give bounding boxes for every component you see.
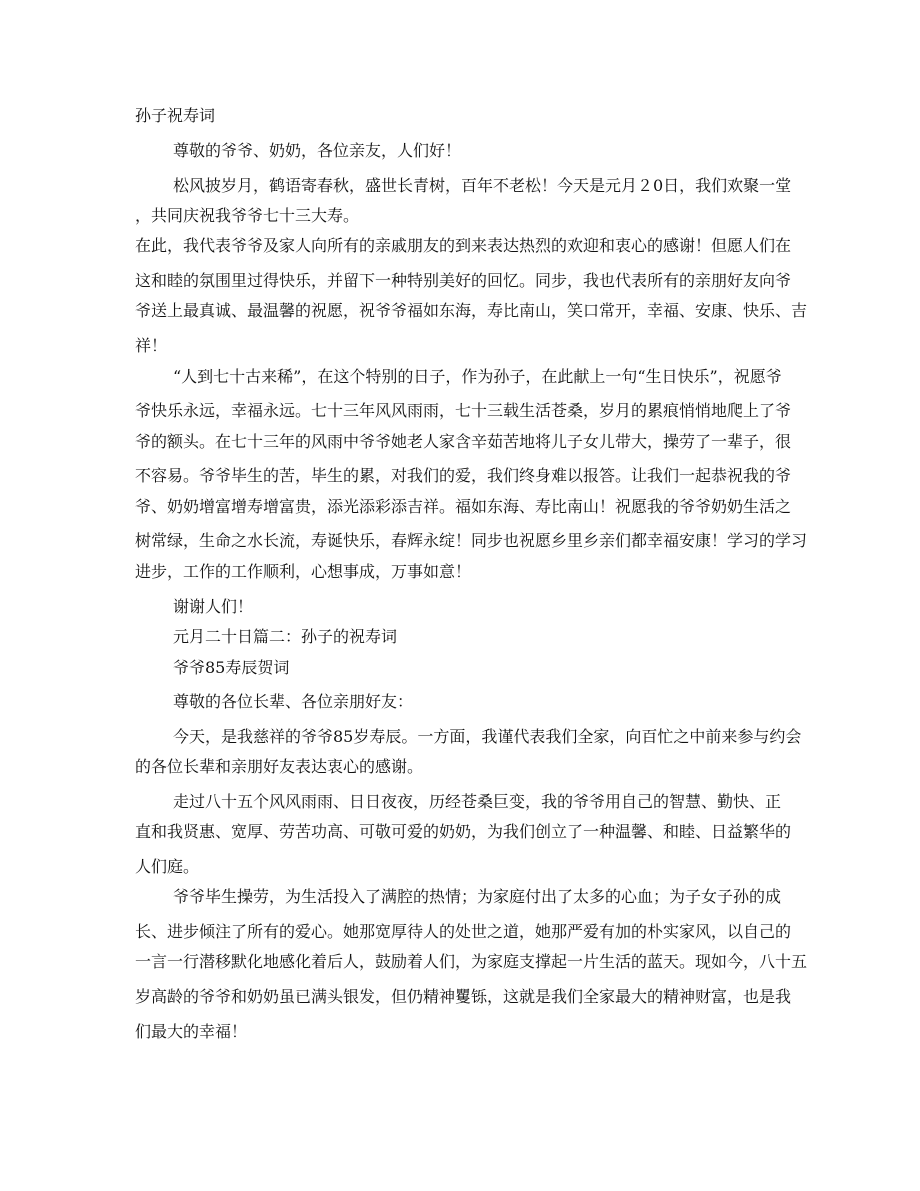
paragraph-line: 松风披岁月，鹤语寄春秋，盛世长青树，百年不老松！今天是元月２0日，我们欢聚一堂 [173,176,792,195]
paragraph-line: 走过八十五个风风雨雨、日日夜夜，历经苍桑巨变，我的爷爷用自己的智慧、勤快、正 [173,792,782,811]
paragraph-line: ，共同庆祝我爷爷七十三大寿。 [135,206,360,225]
paragraph-line: 爷的额头。在七十三年的风雨中爷爷她老人家含辛茹苦地将儿子女儿带大，操劳了一辈子，很 [135,432,792,451]
paragraph-line: 这和睦的氛围里过得快乐，并留下一种特别美好的回忆。同步，我也代表所有的亲朋好友向爷 [135,271,792,290]
paragraph-line: 爷爷毕生操劳，为生活投入了满腔的热情；为家庭付出了太多的心血；为子女子孙的成 [173,887,782,906]
section-heading: 元月二十日篇二：孙子的祝寿词 [173,627,398,646]
paragraph-line: 人们庭。 [135,857,200,876]
paragraph-line: 们最大的幸福！ [135,1022,248,1041]
paragraph-line: 尊敬的各位长辈、各位亲朋好友： [173,692,414,711]
paragraph-line: 进步，工作的工作顺利，心想事成，万事如意！ [135,562,472,581]
section-subtitle: 爷爷85寿辰贺词 [173,658,290,677]
paragraph-line: 一言一行潜移默化地感化着后人，鼓励着人们，为家庭支撑起一片生活的蓝天。现如今，八十五 [135,952,808,971]
paragraph-line: 谢谢人们！ [173,597,254,616]
paragraph-line: 直和我贤惠、宽厚、劳苦功高、可敬可爱的奶奶，为我们创立了一种温馨、和睦、日益繁华的 [135,822,792,841]
paragraph-line: 今天，是我慈祥的爷爷85岁寿辰。一方面，我谨代表我们全家，向百忙之中前来参与约会 [173,727,802,746]
paragraph-line: 爷、奶奶增富增寿增富贵，添光添彩添吉祥。福如东海、寿比南山！祝愿我的爷爷奶奶生活之 [135,497,792,516]
paragraph-line: 爷送上最真诚、最温馨的祝愿，祝爷爷福如东海，寿比南山，笑口常开，幸福、安康、快乐、吉 [135,301,808,320]
paragraph-line: 岁高龄的爷爷和奶奶虽已满头银发，但仍精神矍铄，这就是我们全家最大的精神财富，也是我 [135,987,792,1006]
paragraph-line: 祥！ [135,336,168,355]
paragraph-line: 尊敬的爷爷、奶奶，各位亲友，人们好！ [173,141,462,160]
paragraph-line: 的各位长辈和亲朋好友表达衷心的感谢。 [135,757,424,776]
paragraph-line: 不容易。爷爷毕生的苦，毕生的累，对我们的爱，我们终身难以报答。让我们一起恭祝我的爷 [135,466,792,485]
paragraph-line: 树常绿，生命之水长流，寿诞快乐，春辉永绽！同步也祝愿乡里乡亲们都幸福安康！学习的学习 [135,531,808,550]
paragraph-line: “人到七十古来稀”，在这个特别的日子，作为孙子，在此献上一句“生日快乐”，祝愿爷 [173,367,782,386]
paragraph-line: 在此，我代表爷爷及家人向所有的亲戚朋友的到来表达热烈的欢迎和衷心的感谢！但愿人们在 [135,236,792,255]
paragraph-line: 长、进步倾注了所有的爱心。她那宽厚待人的处世之道，她那严爱有加的朴实家风，以自己的 [135,922,792,941]
paragraph-line: 爷快乐永远，幸福永远。七十三年风风雨雨，七十三载生活苍桑，岁月的累痕悄悄地爬上了爷 [135,401,792,420]
document-title: 孙子祝寿词 [135,106,216,125]
